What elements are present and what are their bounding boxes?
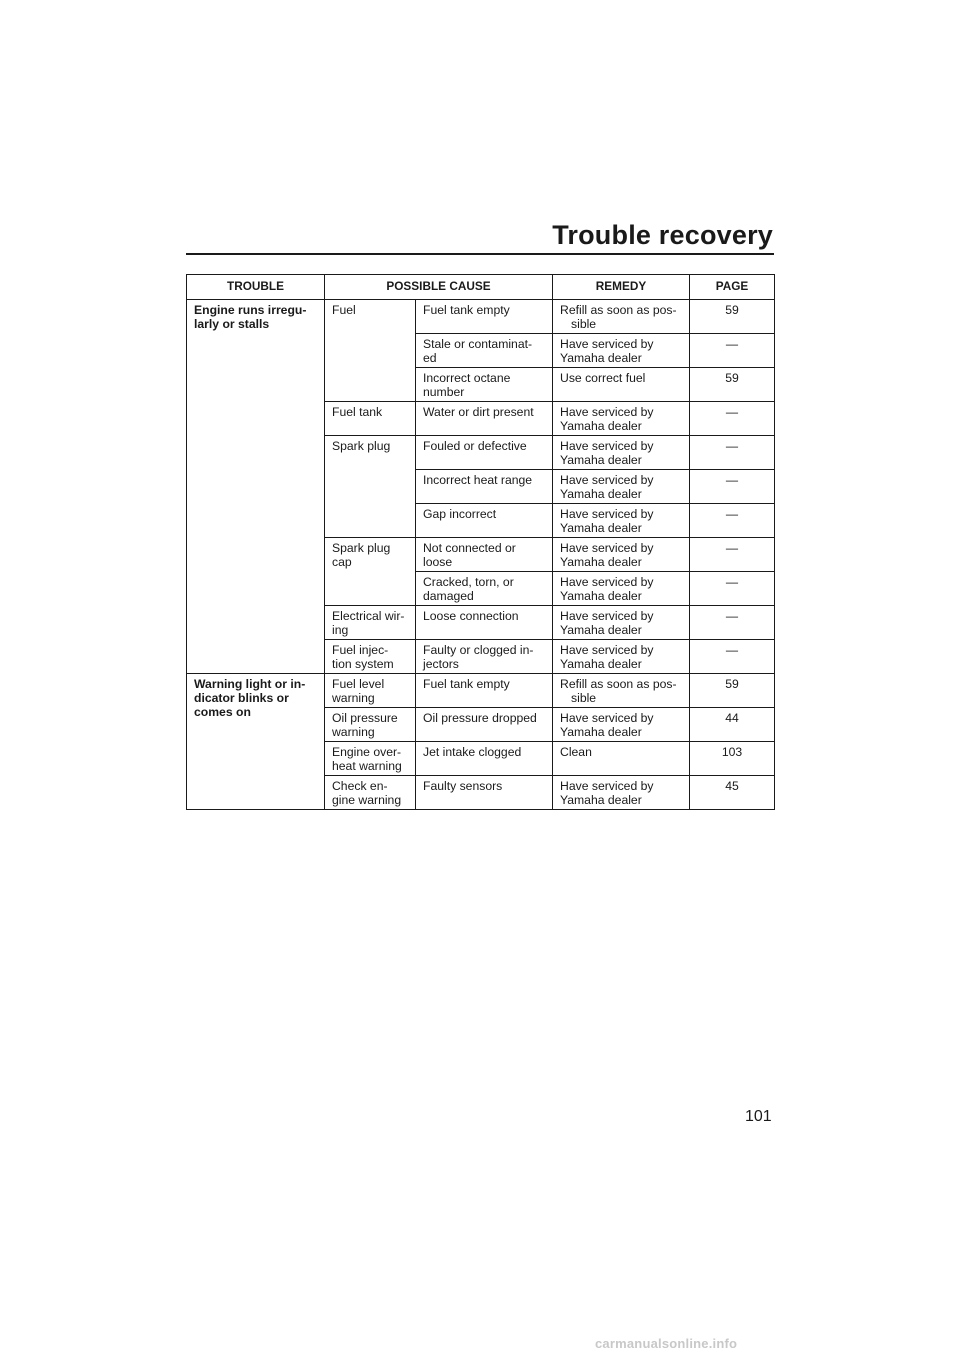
remedy-cell: Have serviced by Yamaha dealer (553, 572, 690, 606)
cause-category-cell: Fuel injec- tion system (325, 640, 416, 674)
cause-detail-cell: Jet intake clogged (416, 742, 553, 776)
cause-category-cell: Fuel (325, 300, 416, 402)
page-ref-cell: — (690, 402, 775, 436)
remedy-cell: Use correct fuel (553, 368, 690, 402)
cause-detail-cell: Incorrect heat range (416, 470, 553, 504)
cause-detail-cell: Faulty sensors (416, 776, 553, 810)
cause-category-cell: Spark plug (325, 436, 416, 538)
page-ref-cell: — (690, 606, 775, 640)
cause-category-cell: Fuel tank (325, 402, 416, 436)
cause-detail-cell: Incorrect octane number (416, 368, 553, 402)
table-row (187, 674, 775, 708)
trouble-cell: Engine runs irregu- larly or stalls (187, 300, 325, 674)
page-ref-cell: — (690, 504, 775, 538)
header-possible-cause: POSSIBLE CAUSE (325, 275, 553, 300)
remedy-cell: Clean (553, 742, 690, 776)
remedy-cell: Have serviced by Yamaha dealer (553, 640, 690, 674)
remedy-cell: Have serviced by Yamaha dealer (553, 606, 690, 640)
table-body (187, 300, 775, 810)
remedy-cell: Have serviced by Yamaha dealer (553, 538, 690, 572)
page-ref-cell: 103 (690, 742, 775, 776)
page-number: 101 (745, 1108, 772, 1125)
page-ref-cell: — (690, 640, 775, 674)
cause-category-cell: Check en- gine warning (325, 776, 416, 810)
cause-detail-cell: Gap incorrect (416, 504, 553, 538)
cause-detail-cell: Loose connection (416, 606, 553, 640)
trouble-cell: Warning light or in- dicator blinks or comes on (187, 674, 325, 810)
remedy-cell: Have serviced by Yamaha dealer (553, 504, 690, 538)
cause-detail-cell: Fouled or defective (416, 436, 553, 470)
cause-detail-cell: Not connected or loose (416, 538, 553, 572)
remedy-cell: Refill as soon as pos- sible (553, 300, 690, 334)
cause-detail-cell: Cracked, torn, or damaged (416, 572, 553, 606)
cause-detail-cell: Oil pressure dropped (416, 708, 553, 742)
page-ref-cell: 59 (690, 368, 775, 402)
page-ref-cell: 59 (690, 300, 775, 334)
trouble-table (186, 274, 775, 810)
page-ref-cell: — (690, 538, 775, 572)
header-row (187, 275, 775, 300)
remedy-cell: Refill as soon as pos- sible (553, 674, 690, 708)
cause-category-cell: Fuel level warning (325, 674, 416, 708)
remedy-cell: Have serviced by Yamaha dealer (553, 776, 690, 810)
cause-category-cell: Spark plug cap (325, 538, 416, 606)
remedy-cell: Have serviced by Yamaha dealer (553, 436, 690, 470)
cause-category-cell: Engine over- heat warning (325, 742, 416, 776)
page-ref-cell: 45 (690, 776, 775, 810)
watermark: carmanualsonline.info (595, 1336, 738, 1351)
header-trouble: TROUBLE (187, 275, 325, 300)
cause-detail-cell: Faulty or clogged in- jectors (416, 640, 553, 674)
page-title: Trouble recovery (552, 220, 773, 250)
cause-category-cell: Electrical wir- ing (325, 606, 416, 640)
page-ref-cell: — (690, 334, 775, 368)
title-rule (186, 253, 774, 255)
header-remedy: REMEDY (553, 275, 690, 300)
cause-detail-cell: Fuel tank empty (416, 674, 553, 708)
page-ref-cell: — (690, 470, 775, 504)
page-ref-cell: — (690, 572, 775, 606)
page-ref-cell: — (690, 436, 775, 470)
page-ref-cell: 44 (690, 708, 775, 742)
table-header (187, 275, 775, 300)
page-ref-cell: 59 (690, 674, 775, 708)
remedy-cell: Have serviced by Yamaha dealer (553, 402, 690, 436)
cause-detail-cell: Stale or contaminat- ed (416, 334, 553, 368)
remedy-cell: Have serviced by Yamaha dealer (553, 334, 690, 368)
header-page: PAGE (690, 275, 775, 300)
remedy-cell: Have serviced by Yamaha dealer (553, 470, 690, 504)
cause-category-cell: Oil pressure warning (325, 708, 416, 742)
remedy-cell: Have serviced by Yamaha dealer (553, 708, 690, 742)
cause-detail-cell: Fuel tank empty (416, 300, 553, 334)
cause-detail-cell: Water or dirt present (416, 402, 553, 436)
table-row (187, 300, 775, 334)
